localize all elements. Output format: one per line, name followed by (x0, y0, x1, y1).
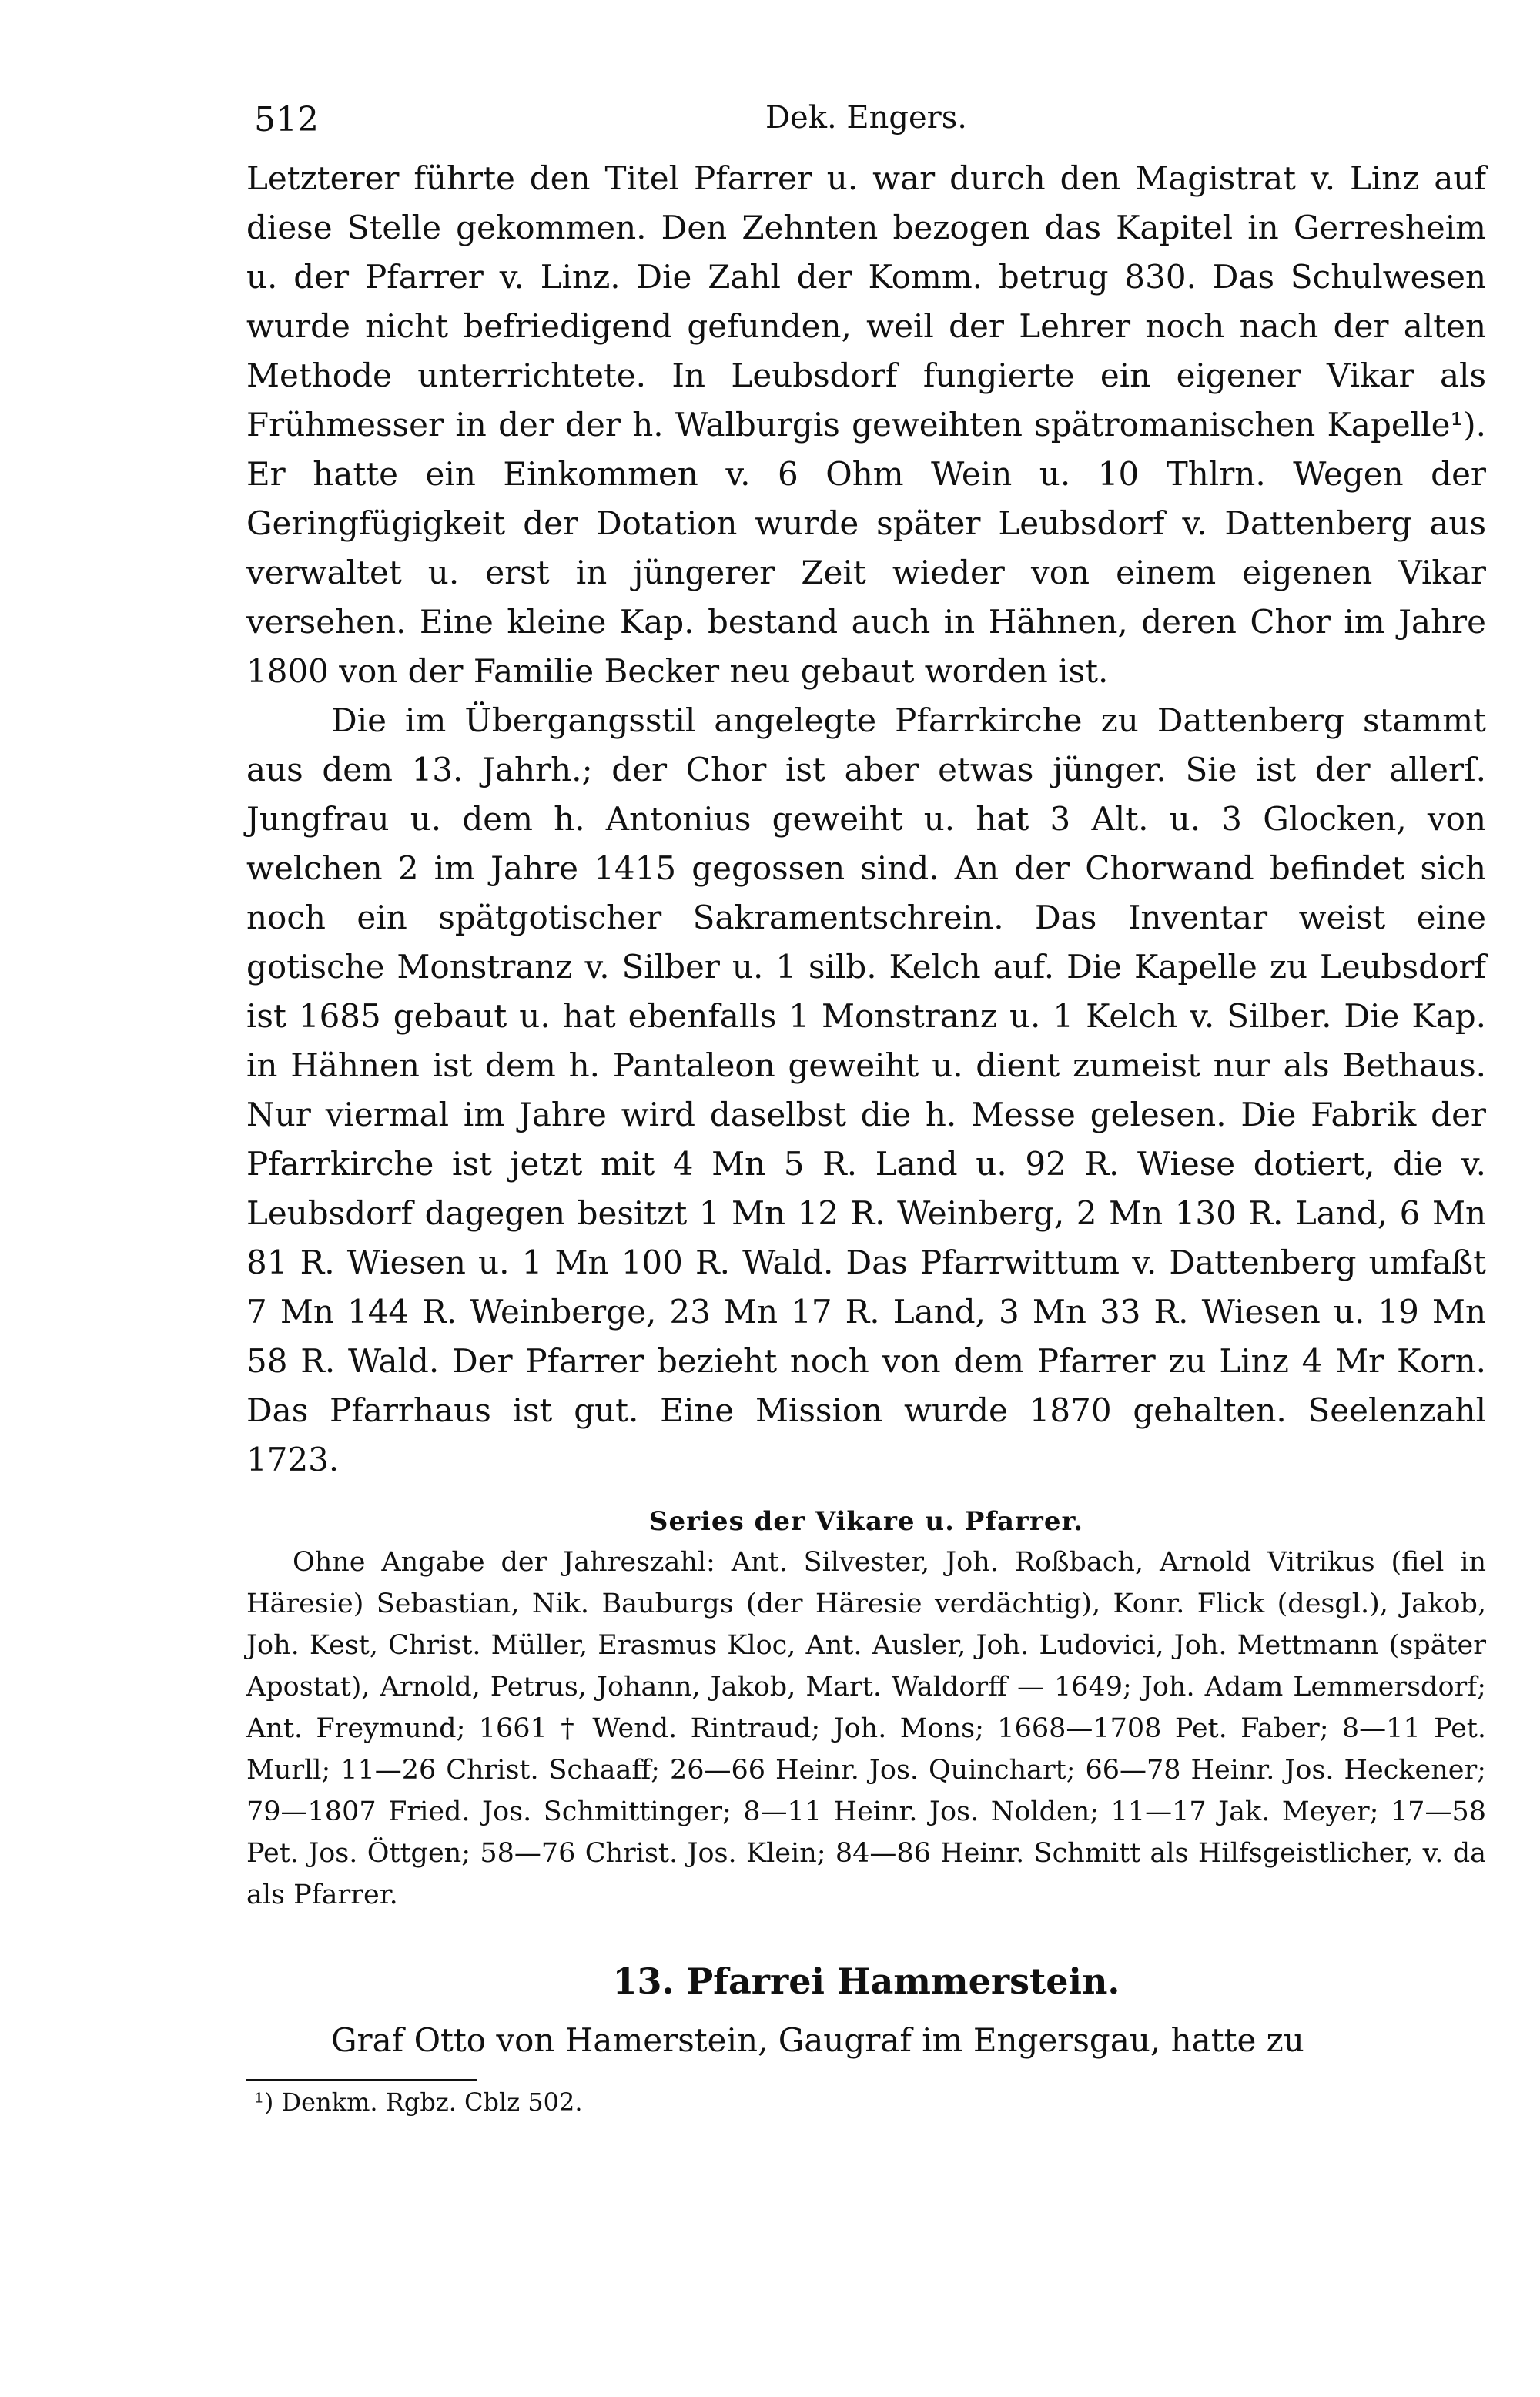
page-header (246, 92, 1486, 154)
paragraph-2: Die im Übergangsstil angelegte Pfarrkirche zu Dattenberg stammt aus dem 13. Jahrh.; der Chor ist aber etwas jünger. Sie ist der allerſ. Jungfrau u. dem h. Antonius geweiht u. hat 3 Alt. u. 3 Glocken, von welchen 2 im Jahre 1415 gegossen sind. An der Chorwand befindet sich noch ein spätgotischer Sakramentschrein. Das Inventar weist eine gotische Monstranz v. Silber u. 1 silb. Kelch auf. Die Kapelle zu Leubsdorf ist 1685 gebaut u. hat ebenfalls 1 Monstranz u. 1 Kelch v. Silber. Die Kap. in Hähnen ist dem h. Pantaleon geweiht u. dient zumeist nur als Bethaus. Nur viermal im Jahre wird daselbst die h. Messe gelesen. Die Fabrik der Pfarrkirche ist jetzt mit 4 Mn 5 R. Land u. 92 R. Wiese dotiert, die v. Leubsdorf dagegen besitzt 1 Mn 12 R. Weinberg, 2 Mn 130 R. Land, 6 Mn 81 R. Wiesen u. 1 Mn 100 R. Wald. Das Pfarrwittum v. Dattenberg umfaßt 7 Mn 144 R. Weinberge, 23 Mn 17 R. Land, 3 Mn 33 R. Wiesen u. 19 Mn 58 R. Wald. Der Pfarrer bezieht noch von dem Pfarrer zu Linz 4 Mr Korn. Das Pfarrhaus ist gut. Eine Mission wurde 1870 gehalten. Seelenzahl 1723. (246, 701, 1486, 1478)
running-head: Dek. Engers. (765, 100, 967, 136)
series-text: Ohne Angabe der Jahreszahl: Ant. Silvester, Joh. Roßbach, Arnold Vitrikus (fiel in Häresie) Sebastian, Nik. Bauburgs (der Häresie verdächtig), Konr. Flick (desgl.), Jakob, Joh. Kest, Christ. Müller, Erasmus Kloc, Ant. Ausler, Joh. Ludovici, Joh. Mettmann (später Apostat), Arnold, Petrus, Johann, Jakob, Mart. Waldorff — 1649; Joh. Adam Lemmersdorf; Ant. Freymund; 1661 † Wend. Rintraud; Joh. Mons; 1668—1708 Pet. Faber; 8—11 Pet. Murll; 11—26 Christ. Schaaff; 26—66 Heinr. Jos. Quinchart; 66—78 Heinr. Jos. Heckener; 79—1807 Fried. Jos. Schmittinger; 8—11 Heinr. Jos. Nolden; 11—17 Jak. Meyer; 17—58 Pet. Jos. Öttgen; 58—76 Christ. Jos. Klein; 84—86 Heinr. Schmitt als Hilfsgeistlicher, v. da als Pfarrer. (246, 1547, 1486, 1910)
footnote: ¹) Denkm. Rgbz. Cblz 502. (254, 2087, 583, 2117)
section-paragraph: Graf Otto von Hamerstein, Gaugraf im Engersgau, hatte zu (331, 2021, 1304, 2059)
series-heading: Series der Vikare u. Pfarrer. (648, 1506, 1084, 1537)
paragraph-1: Letzterer führte den Titel Pfarrer u. war durch den Magistrat v. Linz auf diese Stelle gekommen. Den Zehnten bezogen das Kapitel in Gerresheim u. der Pfarrer v. Linz. Die Zahl der Komm. betrug 830. Das Schulwesen wurde nicht befriedigend gefunden, weil der Lehrer noch nach der alten Methode unterrichtete. In Leubsdorf fungierte ein eigener Vikar als Frühmesser in der der h. Walburgis geweihten spätromanischen Kapelle¹). Er hatte ein Einkommen v. 6 Ohm Wein u. 10 Thlrn. Wegen der Geringfügigkeit der Dotation wurde später Leubsdorf v. Dattenberg aus verwaltet u. erst in jüngerer Zeit wieder von einem eigenen Vikar versehen. Eine kleine Kap. bestand auch in Hähnen, deren Chor im Jahre 1800 von der Familie Becker neu gebaut worden ist. (246, 159, 1486, 690)
document-page (246, 92, 1486, 2119)
main-text (246, 154, 1486, 1485)
page-number: 512 (254, 100, 319, 139)
section-text (246, 2016, 1486, 2065)
section-heading: 13. Pfarrei Hammerstein. (612, 1960, 1120, 2002)
footnote-divider (246, 2079, 477, 2081)
